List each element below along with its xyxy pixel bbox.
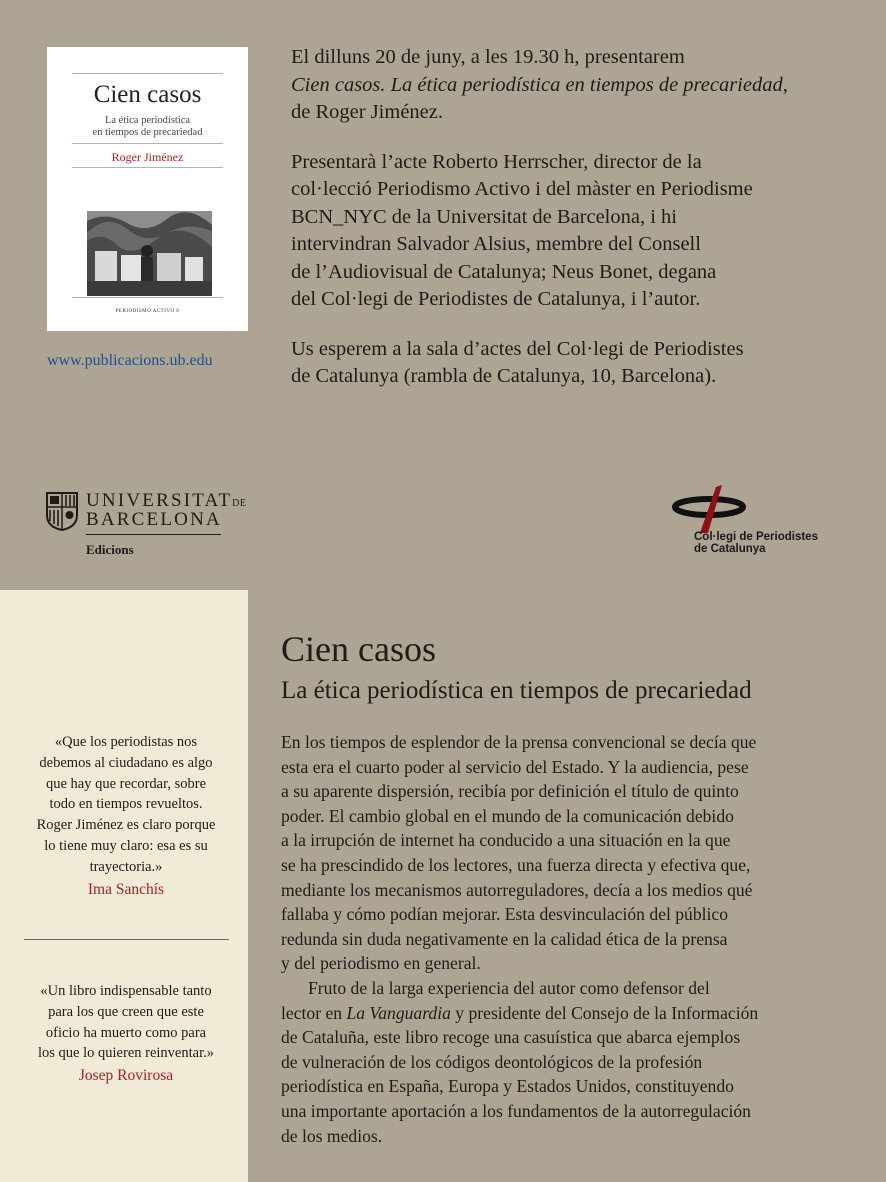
synopsis-text: lector en <box>281 1002 347 1023</box>
synopsis-line: fallaba y cómo podían mejorar. Esta desvinculación del público <box>281 904 729 925</box>
event-line: El dilluns 20 de juny, a les 19.30 h, presentarem <box>291 46 685 68</box>
book-subtitle: La ética periodística en tiempos de precariedad <box>281 677 752 704</box>
synopsis-text: y presidente del Consejo de la Información <box>450 1002 759 1023</box>
cover-subtitle <box>47 115 248 139</box>
event-line: col·lecció Periodismo Activo i del màster en Periodisme <box>291 178 753 200</box>
event-comma: , <box>782 73 788 96</box>
synopsis-line: Fruto de la larga experiencia del autor como defensor del <box>308 977 710 998</box>
quote-line: que hay que recordar, sobre <box>45 775 207 792</box>
event-line: Us esperem a la sala d’actes del Col·legi de Periodistes <box>291 337 744 360</box>
cover-rule <box>72 167 223 168</box>
event-paragraph <box>291 336 861 391</box>
event-line: de l’Audiovisual de Catalunya; Neus Bonet, degana <box>291 260 717 283</box>
cover-rule <box>72 297 223 298</box>
quote-line: Roger Jiménez es claro porque <box>36 817 216 834</box>
quote-line: «Que los periodistas nos <box>54 734 198 750</box>
quote-line: debemos al ciudadano es algo <box>39 754 213 771</box>
event-line <box>291 72 861 100</box>
ub-logo-univ-text: UNIVERSITAT <box>86 490 233 511</box>
ub-shield-icon <box>46 491 78 531</box>
synopsis-line: redunda sin duda negativamente en la calidad ética de la prensa <box>281 928 728 949</box>
quote-2 <box>18 981 234 1087</box>
event-line: de Catalunya (rambla de Catalunya, 10, Barcelona). <box>291 365 717 387</box>
cover-rule <box>72 73 223 74</box>
ub-edicions-logo <box>46 490 247 560</box>
collegi-mark-icon <box>672 485 837 533</box>
cover-rule <box>72 143 223 144</box>
ub-logo-rule <box>86 534 221 535</box>
synopsis-line: de vulneración de los códigos deontológicos de la profesión <box>281 1051 703 1072</box>
website-link[interactable]: www.publicacions.ub.edu <box>47 352 213 369</box>
cover-author: Roger Jiménez <box>111 150 184 164</box>
synopsis-line: y del periodismo en general. <box>281 953 481 974</box>
quote-line: trayectoria.» <box>89 858 163 875</box>
synopsis-line: a la irrupción de internet ha conducido a una situación en la que <box>281 830 731 851</box>
quote-1 <box>18 732 234 900</box>
quote-line: oficio ha muerto como para <box>45 1024 207 1041</box>
event-line: intervindran Salvador Alsius, membre del Consell <box>291 233 701 255</box>
synopsis-line: una importante aportación a los fundamentos de la autorregulación <box>281 1100 751 1121</box>
book-title: Cien casos <box>281 629 436 669</box>
event-paragraph <box>291 44 861 127</box>
synopsis-line: esta era el cuarto poder al servicio del Estado. Y la audiencia, pese <box>281 756 749 777</box>
event-line: del Col·legi de Periodistes de Catalunya, i l’autor. <box>291 288 701 310</box>
event-line: de Roger Jiménez. <box>291 101 443 123</box>
collegi-logo-line: de Catalunya <box>694 543 766 555</box>
ub-logo-edicions: Edicions <box>86 542 134 557</box>
event-paragraph <box>291 149 861 314</box>
cover-photo <box>87 211 212 296</box>
cover-series: PERIODISMO ACTIVO 8 <box>115 309 180 314</box>
synopsis-line: a su aparente dispersión, recibía por definición el título de quinto <box>281 781 739 802</box>
quote-line: los que lo quieren reinventar.» <box>38 1045 214 1062</box>
synopsis-line: se ha prescindido de los lectores, una fuerza directa y efectiva que, <box>281 854 751 875</box>
synopsis-line: de Cataluña, este libro recoge una casuística que abarca ejemplos <box>281 1027 741 1048</box>
ub-logo-barcelona: BARCELONA <box>86 509 222 530</box>
event-line: Presentarà l’acte Roberto Herrscher, director de la <box>291 150 702 173</box>
quote-author: Ima Sanchís <box>87 880 165 898</box>
cover-photo-image <box>87 211 212 296</box>
quote-line: todo en tiempos revueltos. <box>49 796 203 813</box>
cover-title: Cien casos <box>93 81 202 108</box>
synopsis-line: En los tiempos de esplendor de la prensa convencional se decía que <box>281 732 757 752</box>
event-line: BCN_NYC de la Universitat de Barcelona, i hi <box>291 205 677 228</box>
cover-subtitle-line: en tiempos de precariedad <box>92 127 203 138</box>
book-cover <box>47 47 248 331</box>
synopsis-line: mediante los mecanismos autorreguladores, decía a los medios qué <box>281 879 753 900</box>
collegi-logo-text <box>694 531 818 555</box>
collegi-periodistes-logo <box>672 485 837 563</box>
event-announcement <box>291 44 861 413</box>
cover-subtitle-line: La ética periodística <box>104 115 191 126</box>
ub-logo-de-text: DE <box>232 498 247 509</box>
synopsis-line: de los medios. <box>281 1125 383 1146</box>
quote-line: «Un libro indispensable tanto <box>40 983 212 999</box>
synopsis-line: periodística en España, Europa y Estados Unidos, constituyendo <box>281 1076 734 1097</box>
quote-line: lo tiene muy claro: esa es su <box>44 837 208 854</box>
book-title-inline: Cien casos. La ética periodística en tiempos de precariedad <box>291 73 783 96</box>
synopsis-line: poder. El cambio global en el mundo de la comunicación debido <box>281 805 734 826</box>
synopsis-line <box>281 1001 851 1026</box>
newspaper-name: La Vanguardia <box>346 1002 451 1023</box>
quote-author: Josep Rovirosa <box>78 1067 174 1085</box>
collegi-logo-line: Col·legi de Periodistes <box>694 531 818 543</box>
quotes-divider <box>24 939 229 940</box>
quote-line: para los que creen que este <box>48 1003 204 1020</box>
book-synopsis <box>281 730 851 1148</box>
